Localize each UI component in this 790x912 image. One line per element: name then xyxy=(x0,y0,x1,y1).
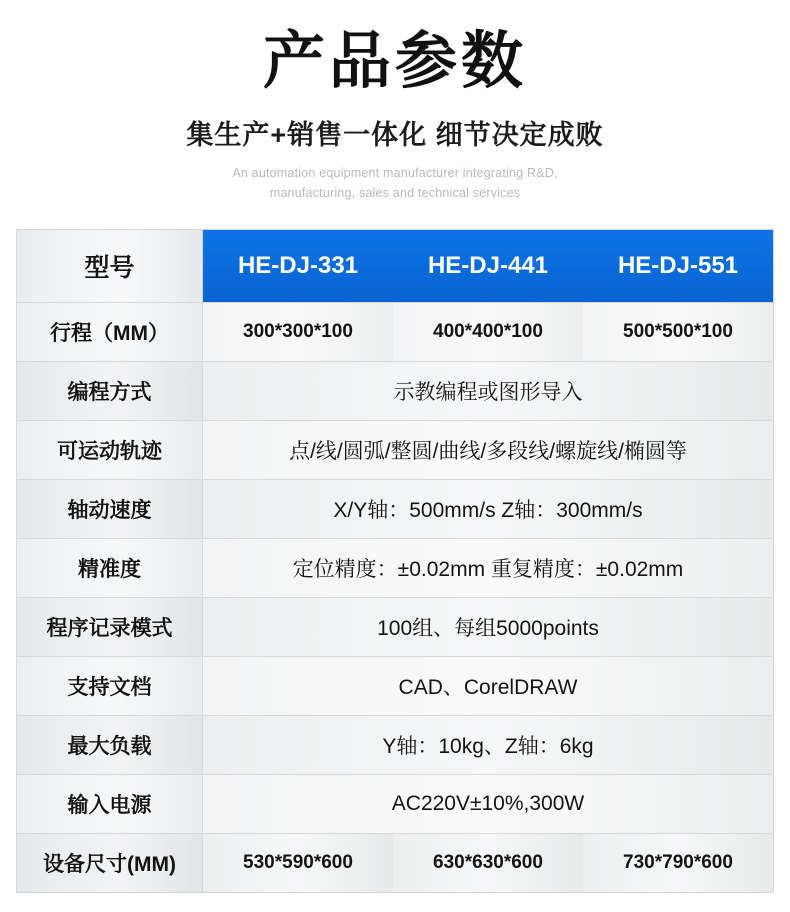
row-value-span: AC220V±10%,300W xyxy=(203,775,773,833)
english-description-line1: An automation equipment manufacturer integrating R&D, xyxy=(232,166,558,181)
row-label: 行程（MM） xyxy=(17,303,203,361)
table-header-col-3: HE-DJ-551 xyxy=(583,230,773,302)
row-label: 支持文档 xyxy=(17,657,203,715)
row-value-span: 点/线/圆弧/整圆/曲线/多段线/螺旋线/椭圆等 xyxy=(203,421,773,479)
row-label: 最大负载 xyxy=(17,716,203,774)
row-value-span: 示教编程或图形导入 xyxy=(203,362,773,420)
row-label: 设备尺寸(MM) xyxy=(17,834,203,892)
table-row xyxy=(17,834,773,893)
table-row xyxy=(17,657,773,716)
table-row xyxy=(17,362,773,421)
table-row xyxy=(17,716,773,775)
table-header-label: 型号 xyxy=(17,230,203,302)
row-value-span: Y轴：10kg、Z轴：6kg xyxy=(203,716,773,774)
row-value-col-1: 530*590*600 xyxy=(203,834,393,892)
row-value-col-1: 300*300*100 xyxy=(203,303,393,361)
row-value-span: 定位精度：±0.02mm 重复精度：±0.02mm xyxy=(203,539,773,597)
english-description xyxy=(0,164,790,203)
page-header xyxy=(0,0,790,203)
table-row xyxy=(17,480,773,539)
row-label: 编程方式 xyxy=(17,362,203,420)
table-row xyxy=(17,598,773,657)
table-row xyxy=(17,303,773,362)
table-header-col-1: HE-DJ-331 xyxy=(203,230,393,302)
row-label: 程序记录模式 xyxy=(17,598,203,656)
row-value-col-2: 400*400*100 xyxy=(393,303,583,361)
row-value-col-3: 500*500*100 xyxy=(583,303,773,361)
table-header-col-2: HE-DJ-441 xyxy=(393,230,583,302)
row-value-col-2: 630*630*600 xyxy=(393,834,583,892)
row-value-span: X/Y轴：500mm/s Z轴：300mm/s xyxy=(203,480,773,538)
row-label: 轴动速度 xyxy=(17,480,203,538)
page-subtitle: 集生产+销售一体化 细节决定成败 xyxy=(186,120,604,151)
english-description-line2: manufacturing, sales and technical services xyxy=(269,185,521,200)
row-label: 可运动轨迹 xyxy=(17,421,203,479)
page-title: 产品参数 xyxy=(262,27,527,96)
table-row xyxy=(17,421,773,480)
table-header-row xyxy=(17,230,773,303)
table-row xyxy=(17,539,773,598)
table-row xyxy=(17,775,773,834)
row-value-col-3: 730*790*600 xyxy=(583,834,773,892)
row-value-span: 100组、每组5000points xyxy=(203,598,773,656)
row-label: 精准度 xyxy=(17,539,203,597)
row-value-span: CAD、CorelDRAW xyxy=(203,657,773,715)
specs-table xyxy=(16,229,774,893)
row-label: 输入电源 xyxy=(17,775,203,833)
